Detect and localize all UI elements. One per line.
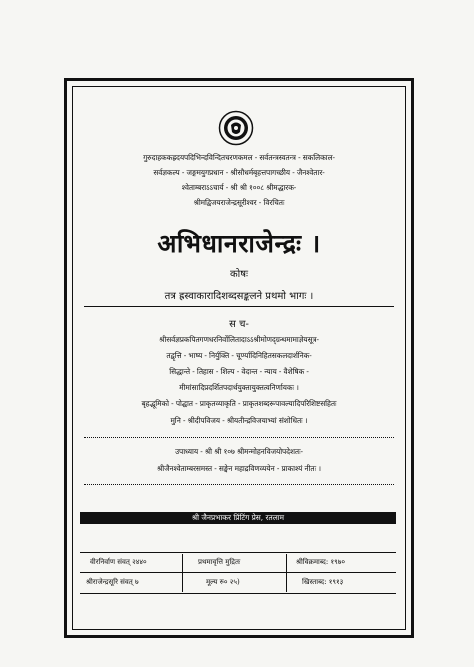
author-line-1: गुरुदाहककह्रदयपदिभिन्दविन्दितचरणकमल - सर्वतन्त्रस्वतन्त्र - सकलिकाल- <box>143 153 335 162</box>
emblem-icon <box>218 110 254 146</box>
desc-line-3: सिद्धान्ते - तिहास - शिल्प - वेदान्त - न्याय - वैशेषिक - <box>169 367 309 376</box>
edition: प्रथमावृत्ति मुद्रितः <box>198 558 241 566</box>
publisher-line-1: उपाध्याय - श्री श्री १०७ श्रीमन्मोहनविजयोपदेशतः- <box>175 447 303 456</box>
price: मूल्य रु० २५) <box>206 578 240 586</box>
dotted-divider <box>84 437 394 438</box>
desc-line-2: तद्वृत्ति - भाष्य - निर्युक्ति - चूर्ण्यादिनिहितसकलदार्शनिक- <box>166 351 312 360</box>
desc-line-5: बृहद्भूमिको - पोद्घात - प्राकृतव्याकृति - प्राकृतशब्दरूपावल्यादिपरिशिष्टसहितः <box>141 399 337 408</box>
table-bottom-rule <box>80 593 396 594</box>
author-line-4: श्रीमद्विजयराजेन्द्रसूरीश्वर - विरचितः <box>193 198 285 207</box>
press-banner: श्री जैनप्रभाकर प्रिंटिंग प्रेस, रतलाम <box>80 512 396 524</box>
sa-cha-label: स च- <box>229 319 249 330</box>
desc-line-1: श्रीसर्वज्ञप्रकपितगणधरनिर्वोलितादाऽऽश्रीमोणद्ग्रन्थमामाज्ञेयसूत्र- <box>159 335 319 344</box>
volume-line: तत्र ह्रस्वाकारादिशब्दसङ्कलने प्रथमो भागः । <box>164 291 314 302</box>
desc-line-6: मुनि - श्रीदीपविजय - श्रीयतीन्द्रविजयाभ्यां संशोधितः । <box>170 416 308 425</box>
publisher-line-2: श्रीजैनश्वेताम्बरसमस्त - सङ्घेन महाद्रविणव्ययेन - प्राकाश्यं नीतः । <box>157 464 321 473</box>
table-separator <box>286 554 287 592</box>
era-vikram: श्रीविक्रमाब्द: १९७० <box>296 558 346 566</box>
book-title: अभिधानराजेन्द्रः । <box>157 229 321 258</box>
divider <box>84 306 394 307</box>
era-vira: वीरनिर्वाण संवत् २४४० <box>90 558 147 566</box>
era-rajendra: श्रीराजेन्द्रसूरि संवत् ७ <box>86 578 139 586</box>
dotted-divider-2 <box>84 484 394 485</box>
author-line-3: श्वेताम्बराऽऽचार्य - श्री श्री १००८ श्रीमद्धारक- <box>181 183 297 192</box>
table-top-rule <box>80 552 396 553</box>
table-mid-rule <box>80 572 396 573</box>
table-separator <box>182 554 183 592</box>
desc-line-4: मीमांसादिप्रदर्शितपदार्थयुक्तायुक्तत्वनिर्णायकः । <box>179 383 299 392</box>
era-christian: खिस्ताब्द: १९१३ <box>302 578 344 586</box>
author-line-2: सर्वज्ञकल्प - जङ्गमयुगप्रधान - श्रीसौधर्मबृहत्तपागच्छीय - जैनश्वेतार- <box>153 168 325 177</box>
kosha-label: कोषः <box>229 269 249 280</box>
